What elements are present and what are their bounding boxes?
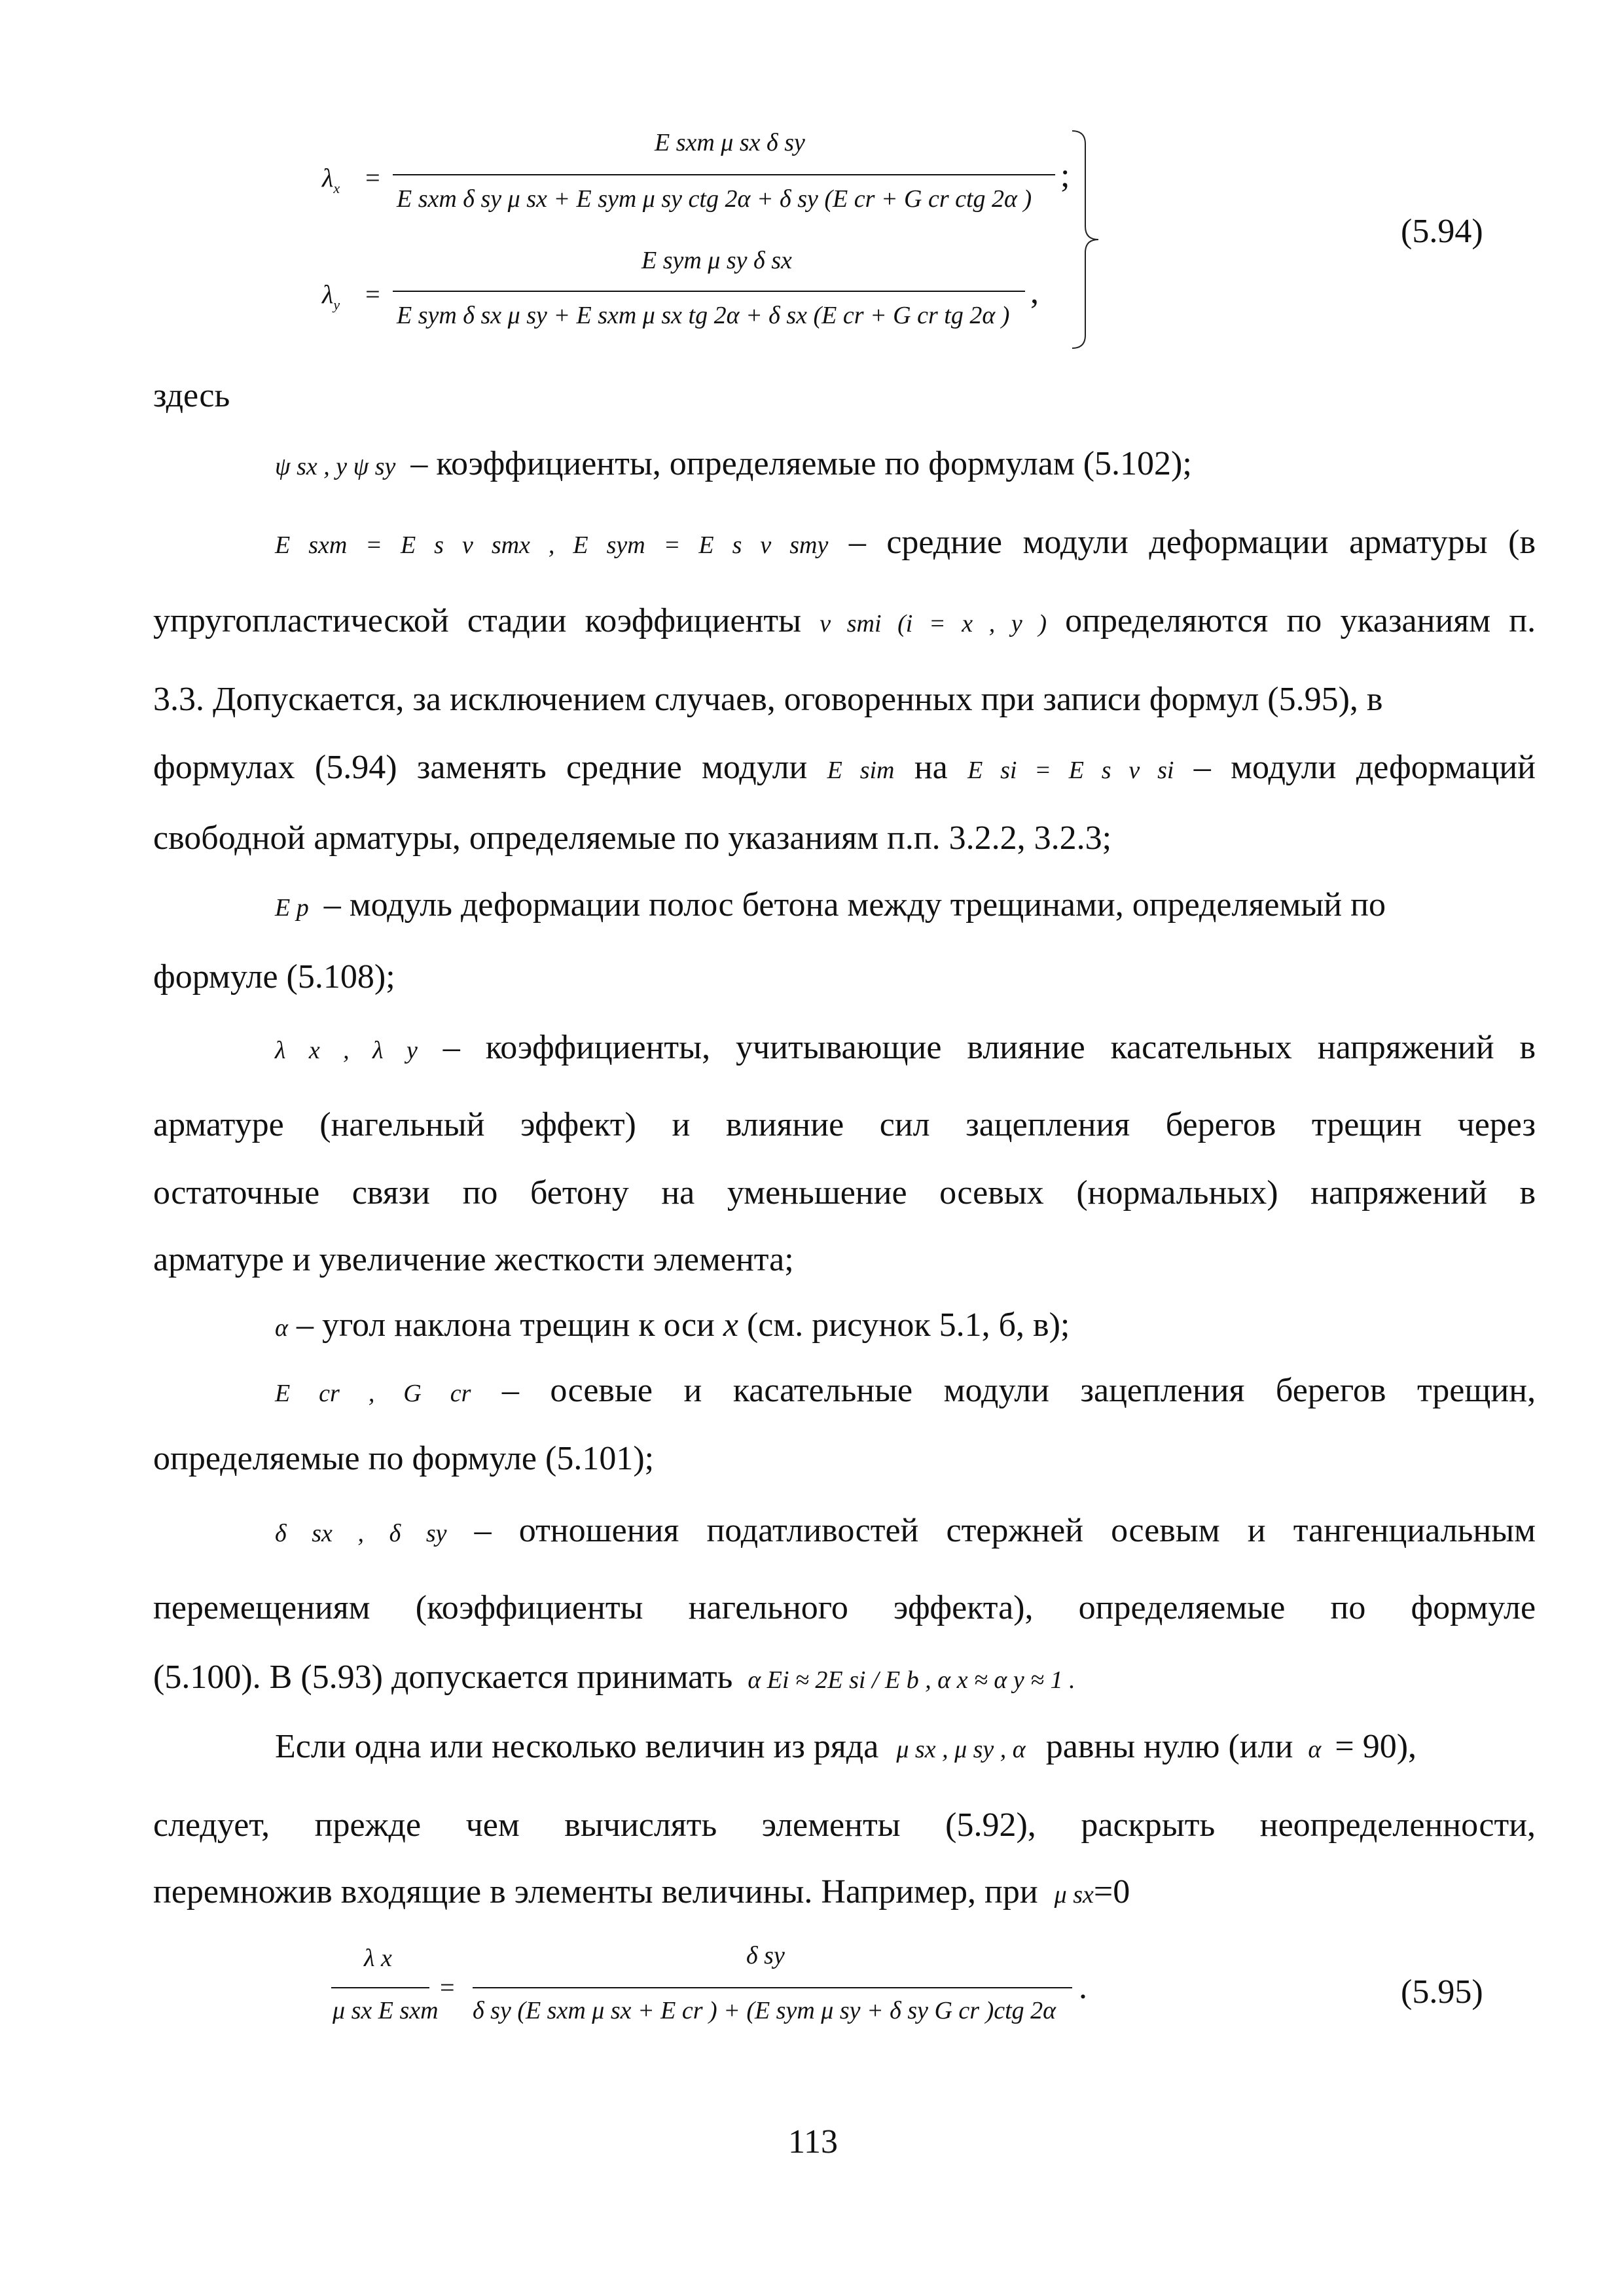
eq-5-94-lambda-x-numerator: E sxm μ sx δ sy xyxy=(655,129,805,156)
eq-5-95-trail: . xyxy=(1079,1969,1087,2006)
zero-values-line-3: перемножив входящие в элементы величины. Например, при μ sx=0 xyxy=(153,1873,1130,1910)
E-definition-line-5: свободной арматуры, определяемые по указаниям п.п. 3.2.2, 3.2.3; xyxy=(153,819,1112,857)
delta-definition-line-1: δ sx , δ sy – отношения податливостей стержней осевым и тангенциальным xyxy=(275,1512,1536,1549)
page-number: 113 xyxy=(787,2123,839,2161)
psi-definition: ψ sx , y ψ sy – коэффициенты, определяемые по формулам (5.102); xyxy=(275,445,1192,482)
eq-5-94-lambda-x-denominator: E sxm δ sy μ sx + E sym μ sy ctg 2α + δ sy (E cr + G cr ctg 2α ) xyxy=(397,185,1032,213)
eq-5-94-lambda-y-fraction-bar xyxy=(393,291,1025,292)
nu-smi-symbol: ν smi (i = x , y ) xyxy=(820,610,1047,637)
eq-5-94-lambda-y-denominator: E sym δ sx μ sy + E sxm μ sx tg 2α + δ sx (E cr + G cr tg 2α ) xyxy=(397,302,1010,329)
lambda-definition-line-4: арматуре и увеличение жесткости элемента; xyxy=(153,1241,794,1278)
eq-5-94-right-brace xyxy=(1067,128,1106,351)
eq-5-94-lambda-x-fraction-bar xyxy=(393,174,1055,175)
delta-definition-line-2: перемещениям (коэффициенты нагельного эффекта), определяемые по формуле xyxy=(153,1589,1536,1626)
lambda-definition-line-1: λ x , λ y – коэффициенты, учитывающие влияние касательных напряжений в xyxy=(275,1029,1536,1066)
eq-5-95-lhs-fraction-bar xyxy=(331,1987,429,1988)
psi-symbols: ψ sx , y ψ sy xyxy=(275,453,396,480)
Ep-definition: E p – модуль деформации полос бетона между трещинами, определяемый по xyxy=(275,886,1386,924)
zero-values-line-2: следует, прежде чем вычислять элементы (5.92), раскрыть неопределенности, xyxy=(153,1806,1536,1844)
Ep-definition-line-2: формуле (5.108); xyxy=(153,958,395,996)
eq-5-94-number: (5.94) xyxy=(1401,213,1483,250)
Ecr-definition-line-1: E cr , G cr – осевые и касательные модули зацепления берегов трещин, xyxy=(275,1372,1536,1409)
E-definition-line-1: E sxm = E s ν smx , E sym = E s ν smy – средние модули деформации арматуры (в xyxy=(275,524,1536,561)
lambda-definition-line-2: арматуре (нагельный эффект) и влияние сил зацепления берегов трещин через xyxy=(153,1106,1536,1143)
E-definition-line-4: формулах (5.94) заменять средние модули E sim на E si = E s ν si – модули деформаций xyxy=(153,749,1536,786)
zero-values-line-1: Если одна или несколько величин из ряда μ sx , μ sy , α равны нулю (или α = 90), xyxy=(275,1728,1417,1765)
eq-5-94-lambda-y-lhs: λy = xyxy=(322,279,380,313)
eq-5-95-fraction-bar xyxy=(473,1987,1072,1988)
delta-definition-line-3: (5.100). В (5.93) допускается принимать α Ei ≈ 2E si / E b , α x ≈ α y ≈ 1 . xyxy=(153,1659,1075,1696)
eq-5-95-denominator: δ sy (E sxm μ sx + E cr ) + (E sym μ sy + δ sy G cr )ctg 2α xyxy=(473,1997,1056,2024)
eq-5-95-equals: = xyxy=(440,1973,455,2002)
alpha-definition: α – угол наклона трещин к оси x (см. рисунок 5.1, б, в); xyxy=(275,1306,1070,1344)
eq-5-94-lambda-y-trail: , xyxy=(1030,274,1039,311)
Ecr-definition-line-2: определяемые по формуле (5.101); xyxy=(153,1440,655,1477)
eq-5-94-lambda-x-lhs: λx = xyxy=(322,163,380,196)
E-definition-line-3: 3.3. Допускается, за исключением случаев, оговоренных при записи формул (5.95), в xyxy=(153,681,1383,718)
eq-5-95-number: (5.95) xyxy=(1401,1973,1483,2011)
E-definition-line-2: упругопластической стадии коэффициенты ν smi (i = x , y ) определяются по указаниям п. xyxy=(153,602,1536,639)
eq-5-95-lhs-numerator: λ x xyxy=(364,1945,392,1972)
eq-5-94-lambda-y-numerator: E sym μ sy δ sx xyxy=(641,247,792,274)
text-zdes: здесь xyxy=(153,377,230,414)
lambda-definition-line-3: остаточные связи по бетону на уменьшение осевых (нормальных) напряжений в xyxy=(153,1174,1536,1211)
eq-5-95-numerator: δ sy xyxy=(746,1942,785,1969)
eq-5-95-lhs-denominator: μ sx E sxm xyxy=(333,1997,439,2024)
eq-5-94-lambda-x-trail: ; xyxy=(1060,157,1070,194)
